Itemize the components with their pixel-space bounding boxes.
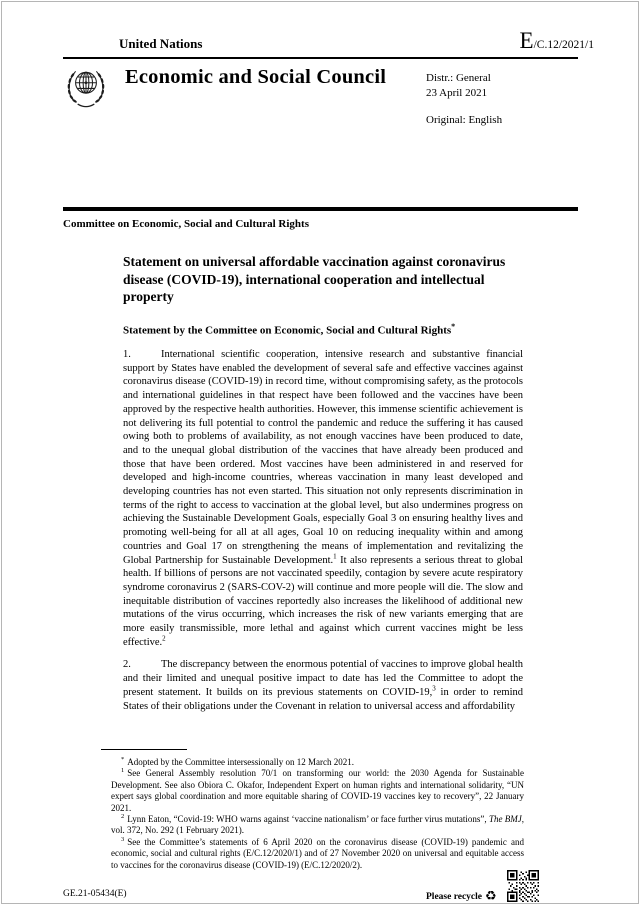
footnote-text: See General Assembly resolution 70/1 on transforming our world: the 2030 Agenda for Sustainable Development. See also Obiora C. Okafor, Independent Expert on human rights and international solidarity, “UN expert says global coordination and more equitable sharing of COVID-19 vaccines key to recovery”, 22 January 2021. <box>111 768 524 813</box>
qr-code <box>507 870 539 902</box>
original-language: Original: English <box>426 114 503 126</box>
recycle-label: Please recycle <box>426 891 482 902</box>
footnote-marker: 2 <box>121 813 125 821</box>
footnote-rule <box>101 749 187 750</box>
org-name: United Nations <box>119 36 203 51</box>
footnote-marker: * <box>121 756 125 763</box>
paragraph-2 <box>123 658 523 713</box>
paragraph-text: in order to remind States of their obligations under the Covenant in relation to universal access and affordability <box>123 686 524 712</box>
footnote-text: See the Committee’s statements of 6 April 2020 on the coronavirus disease (COVID-19) pandemic and economic, social and cultural rights (E/C.12/2020/1) and of 27 November 2020 on universal and equitable access to vaccines for the coronavirus disease (COVID-19) (E/C.12/2020/2). <box>111 836 524 870</box>
paragraph-text: International scientific cooperation, intensive research and substantive financial support by States have enabled the development of several safe and effective vaccines against coronavirus disease (COVID-19) in record time, without compromising safety, as the protocols and international guidelines in that respect have been followed and the vaccines have been approved by the respective health authorities. However, this immense scientific achievement is not delivering its full potential to control the pandemic and reduce the suffering it has caused owing both to problems of availability, as not enough vaccines have been produced to date, and to the unequal global distribution of the vaccines that have already been produced and those that have been ordered. Most vaccines have been administered in and reserved for developed and high-income countries, whereas vaccination in many least developed and developing countries has not even started. This situation not only represents discrimination in terms of the right to access to vaccination at the global level, but also undermines progress on achieving the Sustainable Development Goals, especially Goal 3 on ensuring healthy lives and promoting well-being for all at all ages, Goal 10 on reducing inequality within and among countries and Goal 17 on strengthening the means of implementation and revitalizing the Global Partnership for Sustainable Development. <box>123 349 523 566</box>
footnote-3 <box>111 837 524 871</box>
footnote-star <box>111 757 524 768</box>
document-title: Statement on universal affordable vaccination against coronavirus disease (COVID-19), international cooperation and intellectual property <box>123 254 506 304</box>
footnote-marker: 3 <box>121 835 125 843</box>
paragraph-number: 1. <box>123 349 131 360</box>
subtitle-footnote-marker: * <box>451 322 456 331</box>
date-line: 23 April 2021 <box>426 86 488 99</box>
paragraph-text: It also represents a serious threat to global health. If billions of persons are not vaccinated speedily, contagion by severe acute respiratory syndrome coronavirus 2 (SARS-COV-2) will continue and more people will die. The slow and inequitable distribution of vaccines reportedly also increases the likelihood of additional new mutations of the virus occurring, which increases the risk of new variants emerging that are more easily transmissible, more lethal and against which current vaccines might be less effective. <box>123 554 523 648</box>
footnote-text: , vol. 372, No. 292 (1 February 2021). <box>111 814 524 836</box>
footnote-marker: 1 <box>121 767 125 775</box>
un-emblem-logo <box>60 64 112 116</box>
footnote-ref-2: 2 <box>162 634 166 643</box>
document-body <box>123 348 523 713</box>
statement-subtitle <box>123 322 543 337</box>
ge-number: GE.21-05434(E) <box>63 889 127 899</box>
paragraph-text: The discrepancy between the enormous potential of vaccines to improve global health and their limited and unequal positive impact to date has led the Committee to adopt the present statement. It builds on its previous statements on COVID-19, <box>123 659 523 698</box>
header-rule <box>63 57 578 59</box>
footnote-ref-3: 3 <box>432 684 436 693</box>
doc-symbol-number: /C.12/2021/1 <box>533 39 594 51</box>
doc-symbol-letter: E <box>519 28 534 53</box>
paragraph-1 <box>123 348 523 649</box>
council-title: Economic and Social Council <box>125 66 387 88</box>
document-page <box>1 1 639 904</box>
footnote-ref-1: 1 <box>333 552 337 561</box>
recycle-block <box>426 890 497 903</box>
footnote-1 <box>111 768 524 814</box>
section-divider-bar <box>63 207 578 211</box>
footnote-text: Adopted by the Committee intersessionally on 12 March 2021. <box>127 757 354 767</box>
recycle-icon: ♻ <box>485 889 497 904</box>
footnote-text: Lynn Eaton, “Covid-19: WHO warns against ‘vaccine nationalism’ or face further virus mutations”, <box>127 814 489 825</box>
distribution-block <box>426 71 502 128</box>
footnote-text-italic: The BMJ <box>488 814 522 825</box>
footnote-2 <box>111 814 524 837</box>
footnotes <box>111 757 524 871</box>
subtitle-text: Statement by the Committee on Economic, Social and Cultural Rights <box>123 324 452 337</box>
distr-line: Distr.: General <box>426 72 491 84</box>
doc-symbol <box>520 28 594 54</box>
paragraph-number: 2. <box>123 659 131 671</box>
committee-name: Committee on Economic, Social and Cultural Rights <box>63 218 309 230</box>
